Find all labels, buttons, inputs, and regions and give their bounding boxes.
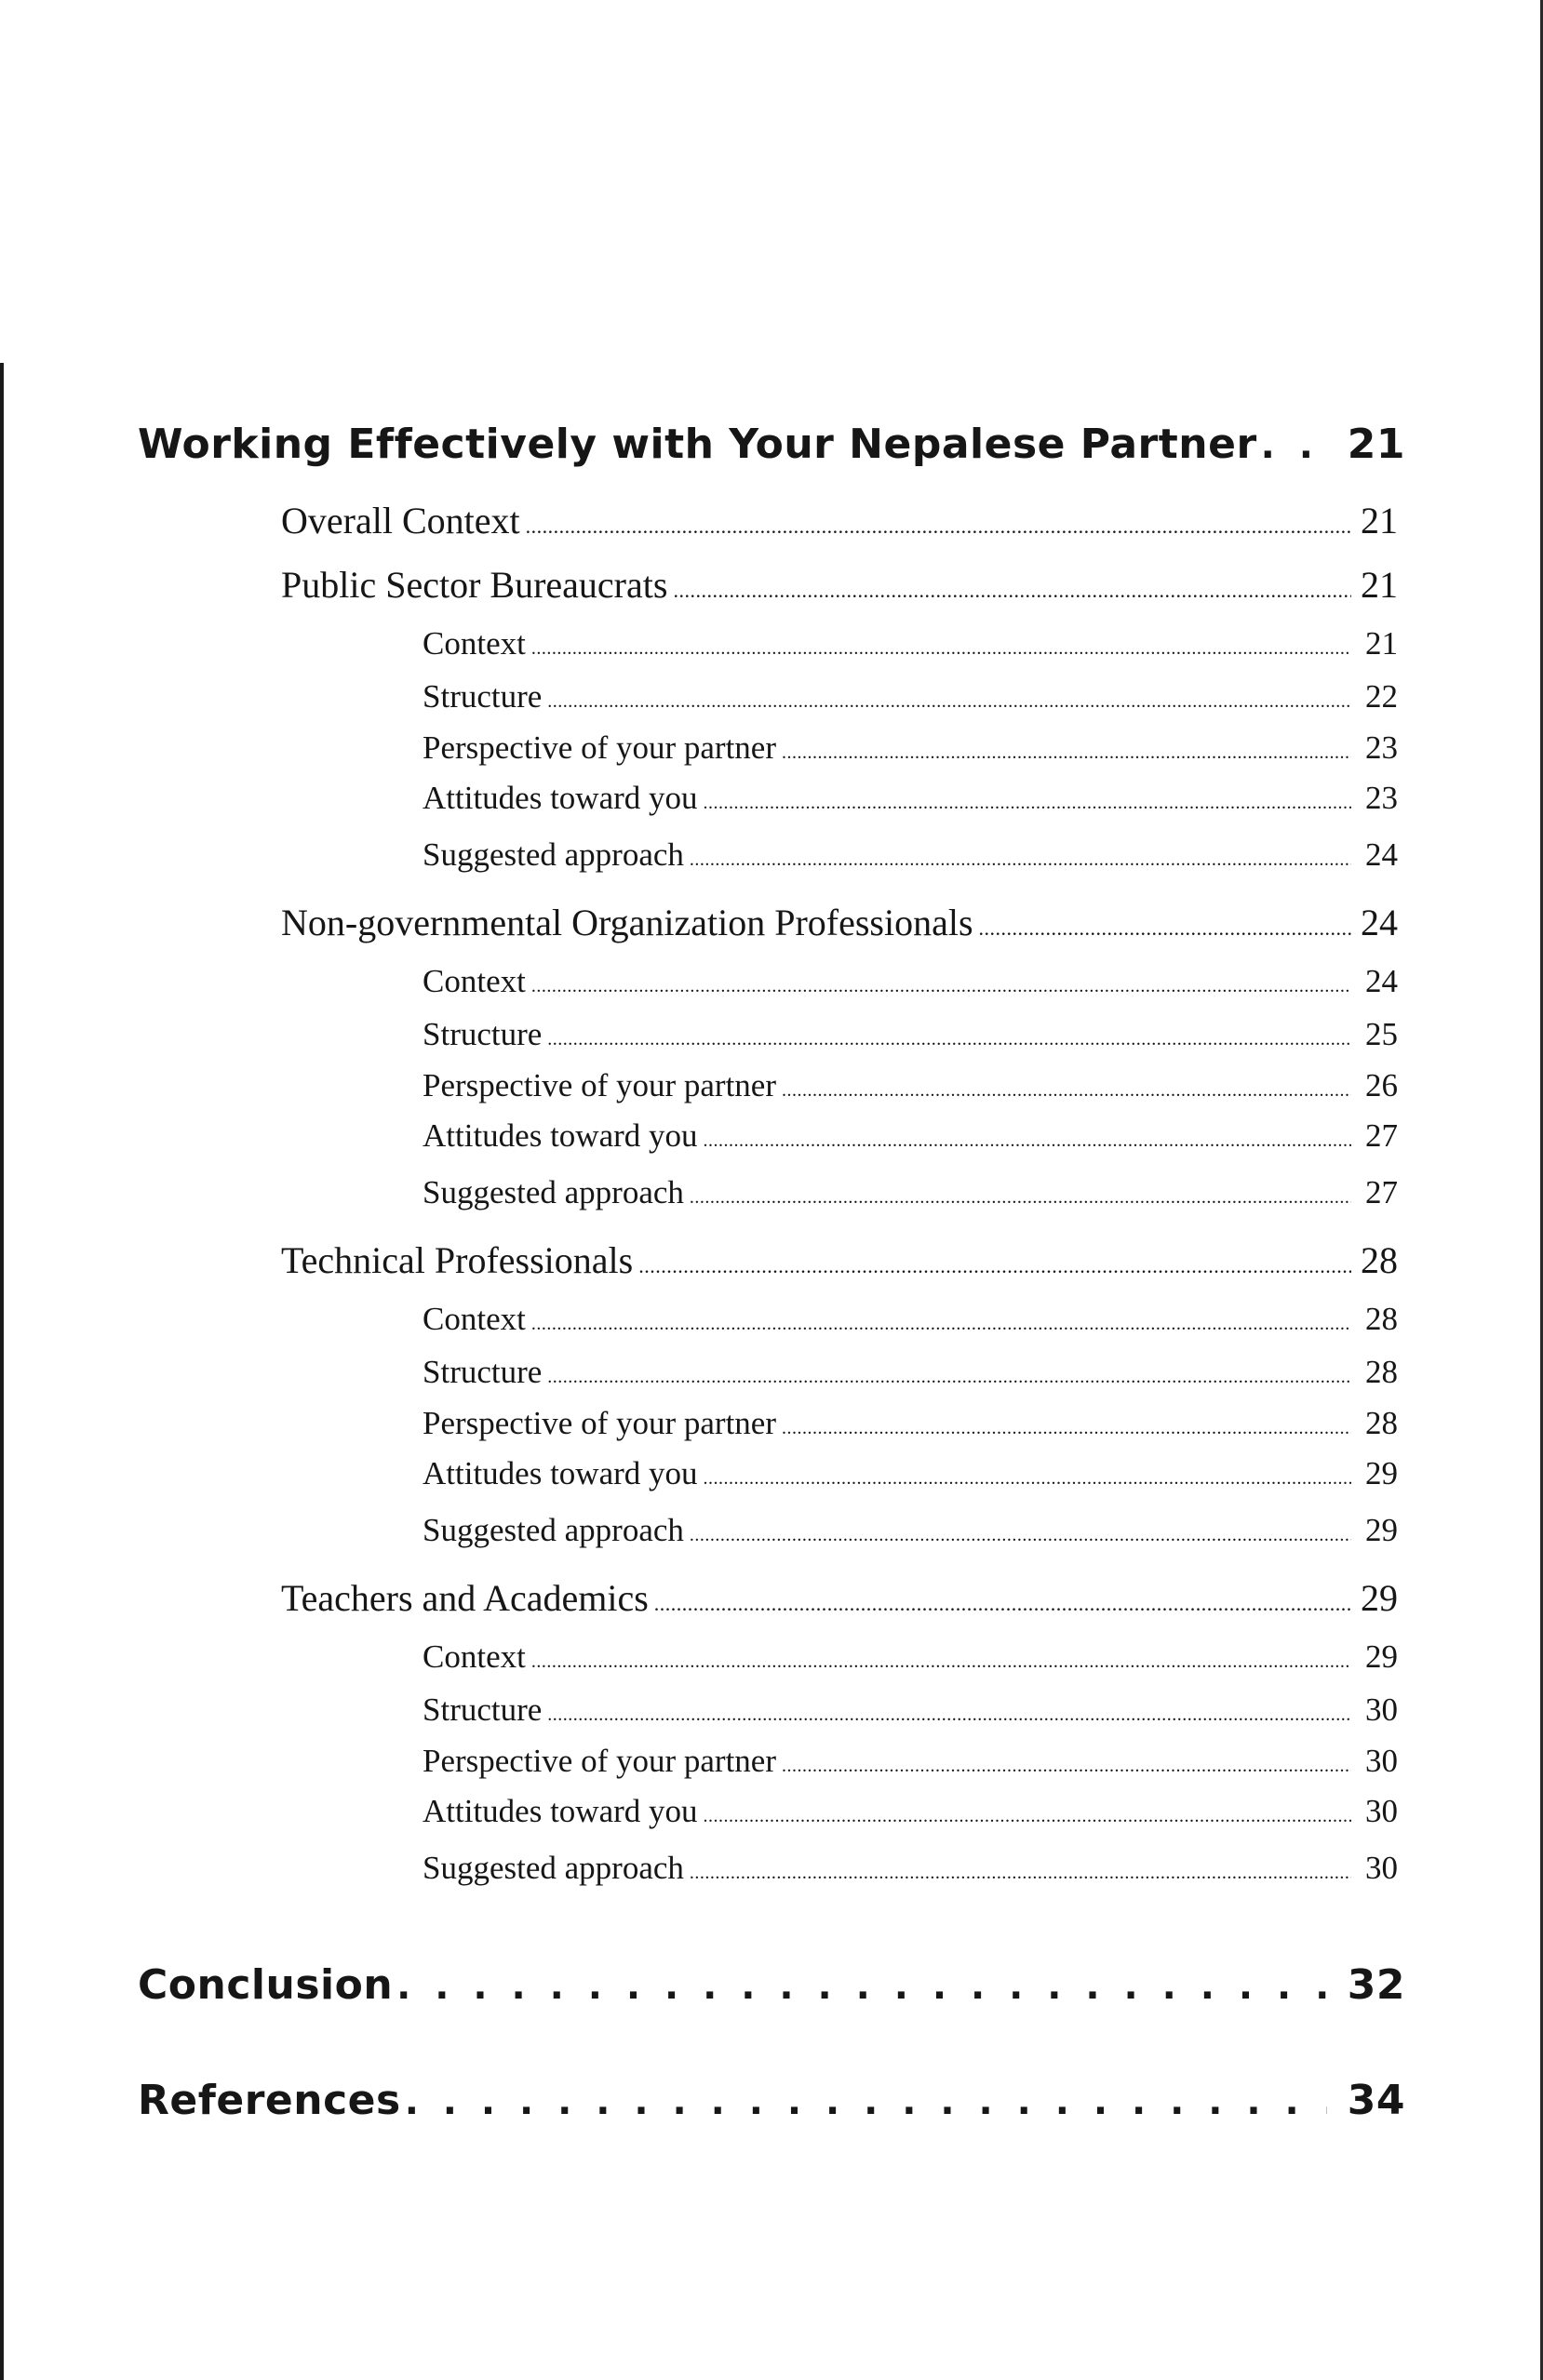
toc-subsection-attitudes[interactable] xyxy=(423,1117,1398,1155)
toc-entry-label: Structure xyxy=(423,1691,543,1728)
toc-section-teachers-academics[interactable] xyxy=(281,1576,1398,1620)
toc-section-overall-context[interactable] xyxy=(281,499,1398,542)
toc-entry-label: Context xyxy=(423,1638,526,1675)
toc-dot-leader xyxy=(547,1367,1351,1388)
toc-section-public-sector-bureaucrats[interactable] xyxy=(281,563,1398,607)
toc-section-ngo-professionals[interactable] xyxy=(281,901,1398,944)
toc-entry-label: Attitudes toward you xyxy=(423,1793,698,1829)
toc-dot-leader xyxy=(547,1705,1351,1726)
toc-subsection-context[interactable] xyxy=(423,1638,1398,1676)
toc-entry-label: Technical Professionals xyxy=(281,1239,634,1281)
toc-subsection-structure[interactable] xyxy=(423,678,1398,715)
toc-subsection-suggested-approach[interactable] xyxy=(423,836,1398,874)
toc-page-number: 30 xyxy=(1365,1743,1398,1779)
toc-page-number: 30 xyxy=(1365,1850,1398,1886)
toc-page-number: 28 xyxy=(1365,1301,1398,1337)
toc-subsection-perspective[interactable] xyxy=(423,729,1398,767)
toc-dot-leader xyxy=(704,1130,1351,1152)
toc-section-technical-professionals[interactable] xyxy=(281,1238,1398,1282)
toc-entry-label: Perspective of your partner xyxy=(423,1743,776,1779)
toc-page-number: 29 xyxy=(1365,1638,1398,1675)
toc-dot-leader xyxy=(979,916,1351,941)
toc-page-number: 24 xyxy=(1361,902,1398,943)
toc-entry-label: Structure xyxy=(423,678,543,715)
toc-entry-label: Public Sector Bureaucrats xyxy=(281,564,668,606)
toc-page-number: 21 xyxy=(1361,500,1398,542)
toc-page-number: 23 xyxy=(1365,729,1398,766)
toc-dot-leader xyxy=(1261,424,1327,467)
toc-entry-label: Perspective of your partner xyxy=(423,1405,776,1441)
toc-page-number: 26 xyxy=(1365,1067,1398,1103)
toc-entry-label: Context xyxy=(423,625,526,662)
toc-subsection-perspective[interactable] xyxy=(423,1067,1398,1104)
toc-entry-label: Attitudes toward you xyxy=(423,1455,698,1491)
toc-subsection-structure[interactable] xyxy=(423,1016,1398,1053)
toc-page-number: 30 xyxy=(1365,1793,1398,1829)
toc-dot-leader xyxy=(547,691,1351,713)
toc-subsection-attitudes[interactable] xyxy=(423,1793,1398,1830)
toc-page-number: 27 xyxy=(1365,1117,1398,1154)
toc-page-number: 29 xyxy=(1365,1512,1398,1548)
toc-chapter-working-effectively[interactable] xyxy=(138,421,1405,468)
toc-page-number: 21 xyxy=(1347,421,1405,468)
toc-dot-leader xyxy=(782,1756,1351,1777)
toc-dot-leader xyxy=(526,515,1351,539)
toc-page-number: 28 xyxy=(1361,1239,1398,1281)
toc-subsection-perspective[interactable] xyxy=(423,1743,1398,1780)
toc-page-number: 27 xyxy=(1365,1174,1398,1210)
toc-dot-leader xyxy=(547,1029,1351,1050)
toc-page-number: 28 xyxy=(1365,1405,1398,1441)
toc-page-number: 25 xyxy=(1365,1016,1398,1052)
toc-dot-leader xyxy=(782,742,1351,764)
toc-entry-label: Suggested approach xyxy=(423,1850,684,1886)
toc-dot-leader xyxy=(782,1418,1351,1439)
toc-chapter-conclusion[interactable] xyxy=(138,1961,1405,2009)
toc-entry-label: Teachers and Academics xyxy=(281,1577,649,1619)
toc-page-number: 29 xyxy=(1365,1455,1398,1491)
toc-entry-label: Attitudes toward you xyxy=(423,780,698,816)
toc-dot-leader xyxy=(673,579,1351,603)
toc-subsection-context[interactable] xyxy=(423,963,1398,1000)
toc-entry-label: Suggested approach xyxy=(423,836,684,873)
toc-subsection-structure[interactable] xyxy=(423,1691,1398,1729)
toc-entry-label: Context xyxy=(423,1301,526,1337)
toc-dot-leader xyxy=(531,976,1351,997)
toc-subsection-attitudes[interactable] xyxy=(423,780,1398,817)
toc-dot-leader xyxy=(638,1254,1351,1278)
toc-subsection-suggested-approach[interactable] xyxy=(423,1512,1398,1549)
toc-entry-label: Suggested approach xyxy=(423,1512,684,1548)
toc-page-number: 30 xyxy=(1365,1691,1398,1728)
toc-dot-leader xyxy=(405,2080,1327,2123)
toc-dot-leader xyxy=(654,1592,1351,1616)
toc-dot-leader xyxy=(704,1468,1351,1490)
toc-page-number: 32 xyxy=(1347,1961,1405,2009)
toc-page-number: 24 xyxy=(1365,963,1398,999)
toc-dot-leader xyxy=(531,638,1351,660)
toc-page-number: 22 xyxy=(1365,678,1398,715)
toc-dot-leader xyxy=(690,1863,1351,1884)
toc-page-number: 21 xyxy=(1361,564,1398,606)
toc-entry-label: References xyxy=(138,2077,401,2124)
toc-entry-label: Context xyxy=(423,963,526,999)
toc-dot-leader xyxy=(531,1651,1351,1673)
toc-entry-label: Perspective of your partner xyxy=(423,729,776,766)
toc-chapter-references[interactable] xyxy=(138,2077,1405,2124)
toc-entry-label: Suggested approach xyxy=(423,1174,684,1210)
toc-subsection-attitudes[interactable] xyxy=(423,1455,1398,1492)
toc-page-number: 34 xyxy=(1347,2077,1405,2124)
toc-dot-leader xyxy=(782,1080,1351,1102)
toc-subsection-suggested-approach[interactable] xyxy=(423,1850,1398,1887)
toc-dot-leader xyxy=(704,793,1351,814)
toc-entry-label: Working Effectively with Your Nepalese Partner xyxy=(138,421,1257,468)
toc-dot-leader xyxy=(690,1187,1351,1209)
toc-entry-label: Structure xyxy=(423,1016,543,1052)
toc-subsection-context[interactable] xyxy=(423,1301,1398,1338)
toc-subsection-context[interactable] xyxy=(423,625,1398,662)
toc-dot-leader xyxy=(396,1965,1327,2008)
toc-page-number: 24 xyxy=(1365,836,1398,873)
toc-entry-label: Structure xyxy=(423,1354,543,1390)
toc-subsection-suggested-approach[interactable] xyxy=(423,1174,1398,1211)
toc-page-number: 29 xyxy=(1361,1577,1398,1619)
toc-subsection-structure[interactable] xyxy=(423,1354,1398,1391)
toc-dot-leader xyxy=(531,1314,1351,1335)
toc-page-number: 28 xyxy=(1365,1354,1398,1390)
toc-dot-leader xyxy=(690,849,1351,871)
toc-entry-label: Overall Context xyxy=(281,500,520,542)
toc-page-number: 23 xyxy=(1365,780,1398,816)
toc-entry-label: Attitudes toward you xyxy=(423,1117,698,1154)
toc-page-number: 21 xyxy=(1365,625,1398,662)
toc-entry-label: Perspective of your partner xyxy=(423,1067,776,1103)
toc-entry-label: Conclusion xyxy=(138,1961,394,2009)
toc-subsection-perspective[interactable] xyxy=(423,1405,1398,1442)
toc-dot-leader xyxy=(704,1806,1351,1827)
toc-dot-leader xyxy=(690,1525,1351,1546)
toc-entry-label: Non-governmental Organization Professionals xyxy=(281,902,973,943)
